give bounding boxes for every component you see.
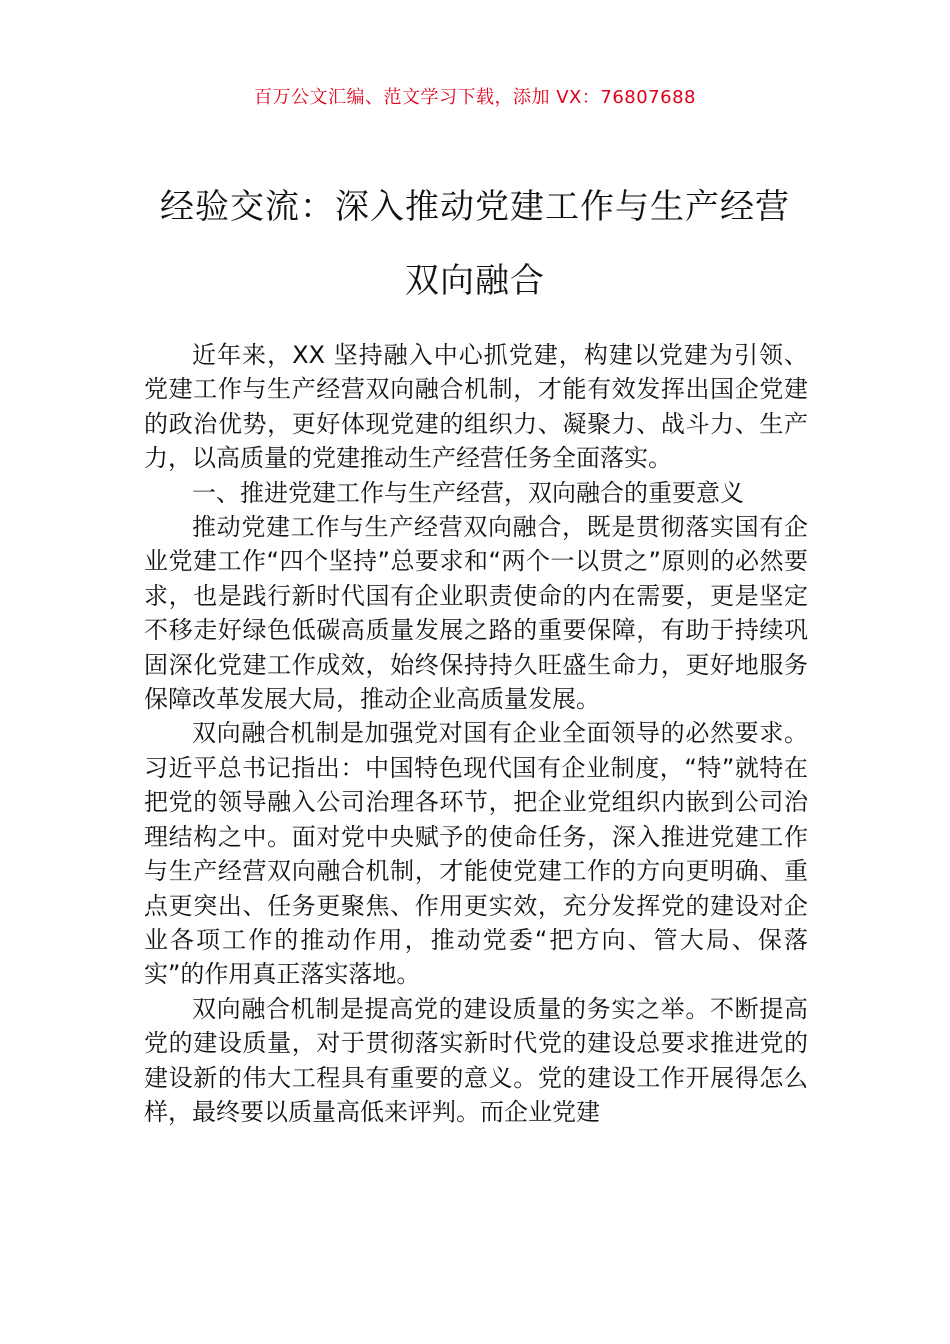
paragraph-leadership: 双向融合机制是加强党对国有企业全面领导的必然要求。习近平总书记指出：中国特色现代国有企业制度，“特”就特在把党的领导融入公司治理各环节，把企业党组织内嵌到公司治理结构之中。面对党中央赋予的使命任务，深入推进党建工作与生产经营双向融合机制，才能使党建工作的方向更明确、重点更突出、任务更聚焦、作用更实效，充分发挥党的建设对企业各项工作的推动作用，推动党委“把方向、管大局、保落实”的作用真正落实落地。	[144, 719, 808, 989]
title-line-2: 双向融合	[405, 261, 545, 301]
paragraph-intro: 近年来，XX 坚持融入中心抓党建，构建以党建为引领、党建工作与生产经营双向融合机制，才能有效发挥出国企党建的政治优势，更好体现党建的组织力、凝聚力、战斗力、生产力，以高质量的党建推动生产经营任务全面落实。	[144, 341, 808, 473]
header-watermark-note: 百万公文汇编、范文学习下载，添加 VX：76807688	[254, 87, 696, 108]
document-body	[144, 338, 808, 1129]
paragraph-significance: 推动党建工作与生产经营双向融合，既是贯彻落实国有企业党建工作“四个坚持”总要求和“两个一以贯之”原则的必然要求，也是践行新时代国有企业职责使命的内在需要，更是坚定不移走好绿色低碳高质量发展之路的重要保障，有助于持续巩固深化党建工作成效，始终保持持久旺盛生命力，更好地服务保障改革发展大局，推动企业高质量发展。	[144, 513, 808, 714]
title-line-1: 经验交流：深入推动党建工作与生产经营	[160, 187, 790, 227]
document-title	[0, 170, 950, 318]
paragraph-quality: 双向融合机制是提高党的建设质量的务实之举。不断提高党的建设质量，对于贯彻落实新时代党的建设总要求推进党的建设新的伟大工程具有重要的意义。党的建设工作开展得怎么样，最终要以质量高低来评判。而企业党建	[144, 994, 808, 1126]
section-heading-1: 一、推进党建工作与生产经营，双向融合的重要意义	[192, 478, 744, 507]
